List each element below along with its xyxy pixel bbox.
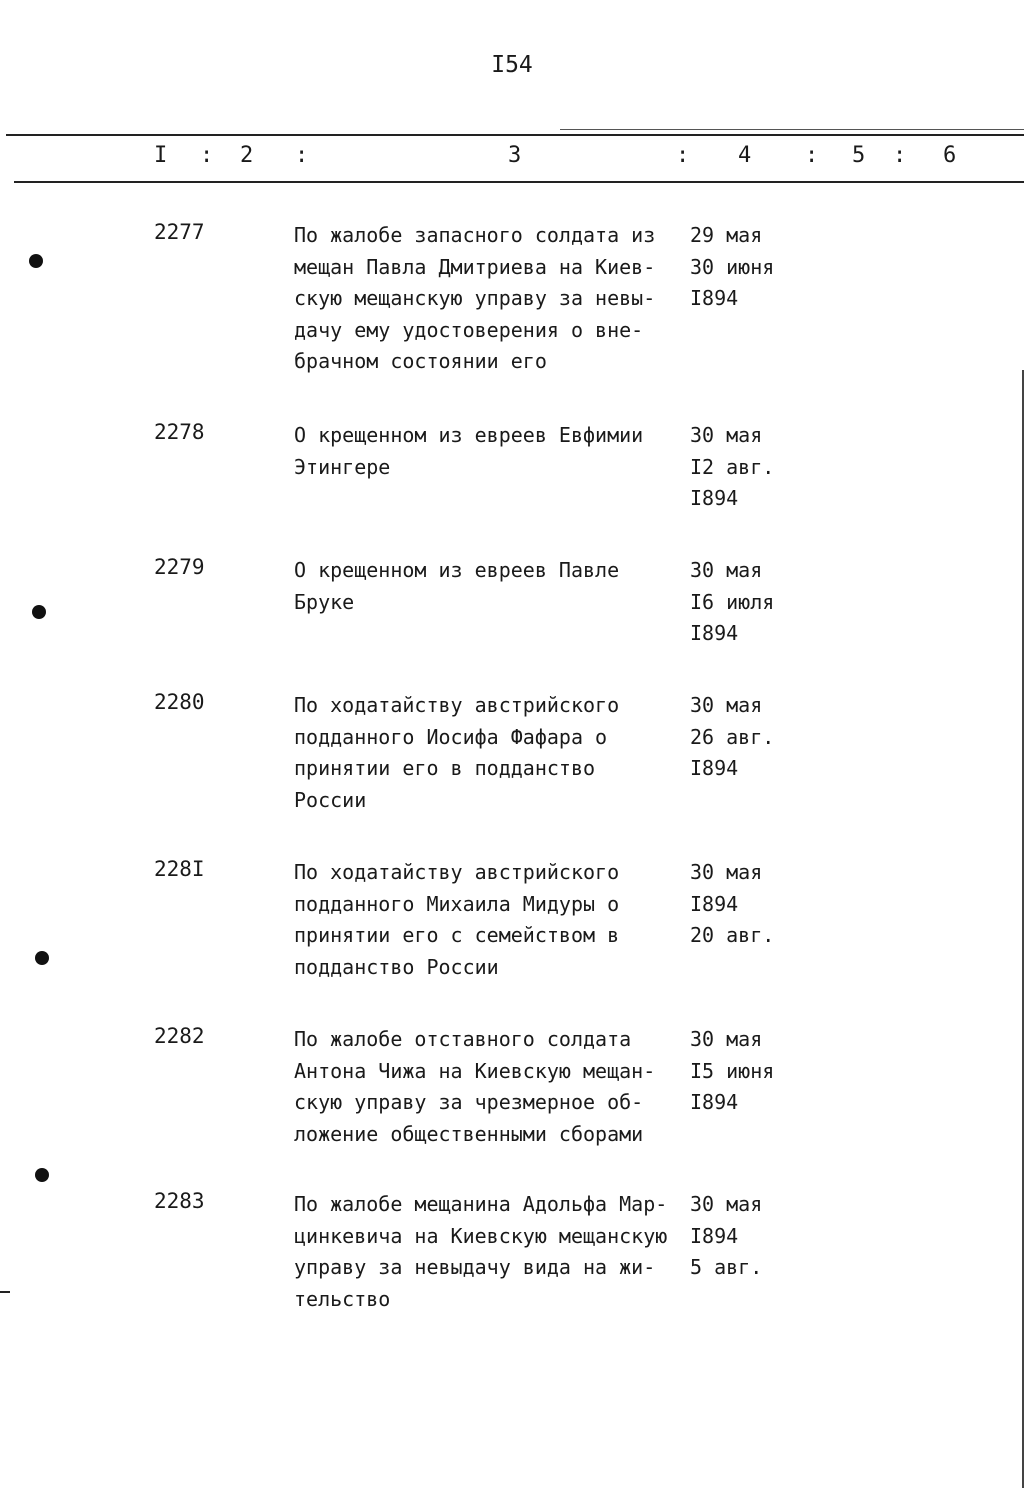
entry-number: 2283 [154,1189,205,1213]
entry-dates: 30 мая I894 20 авг. [690,860,775,947]
entry-dates: 29 мая 30 июня I894 [690,223,775,310]
column-header-6: 6 [943,143,957,168]
column-header-separator: : [200,143,214,168]
entry-number: 2278 [154,420,205,444]
header-rule-top-secondary [560,129,1024,130]
column-header-5: 5 [852,143,866,168]
binding-hole-mark [29,254,43,268]
entry-description: По жалобе отставного солдата Антона Чижа на Киевскую мещан- скую управу за чрезмерное об- ложение общественными сборами [294,1027,656,1146]
entry-number: 2282 [154,1024,205,1048]
column-header-separator: : [805,143,819,168]
entry-description: По ходатайству австрийского подданного Иосифа Фафара о принятии его в подданство России [294,693,620,812]
binding-hole-mark [32,605,46,619]
header-rule-bottom [14,181,1024,183]
entry-dates: 30 мая I894 5 авг. [690,1192,763,1279]
entry-number: 2277 [154,220,205,244]
column-header-4: 4 [738,143,752,168]
edge-mark [0,1291,10,1293]
column-header-1: I [154,143,168,168]
column-header-separator: : [295,143,309,168]
entry-number: 2279 [154,555,205,579]
column-header-row [0,143,1024,173]
page-number: I54 [491,52,533,78]
binding-hole-mark [35,951,49,965]
entry-number: 2280 [154,690,205,714]
header-rule-top [6,134,1024,136]
entry-dates: 30 мая I6 июля I894 [690,558,775,645]
column-header-2: 2 [240,143,254,168]
entry-description: По жалобе запасного солдата из мещан Павла Дмитриева на Киев- скую мещанскую управу за невы- дачу ему удостоверения о вне- брачном состоянии его [294,223,656,373]
column-header-3: 3 [508,143,522,168]
entry-dates: 30 мая 26 авг. I894 [690,693,775,780]
binding-hole-mark [35,1168,49,1182]
entry-description: По ходатайству австрийского подданного Михаила Мидуры о принятии его с семейством в подданство России [294,860,620,979]
entry-description: О крещенном из евреев Павле Бруке [294,558,620,614]
entry-description: По жалобе мещанина Адольфа Мар- цинкевича на Киевскую мещанскую управу за невыдачу вида на жи- тельство [294,1192,668,1311]
entry-dates: 30 мая I5 июня I894 [690,1027,775,1114]
column-header-separator: : [676,143,690,168]
entry-description: О крещенном из евреев Евфимии Этингере [294,423,644,479]
column-header-separator: : [893,143,907,168]
entry-dates: 30 мая I2 авг. I894 [690,423,775,510]
entry-number: 228I [154,857,205,881]
